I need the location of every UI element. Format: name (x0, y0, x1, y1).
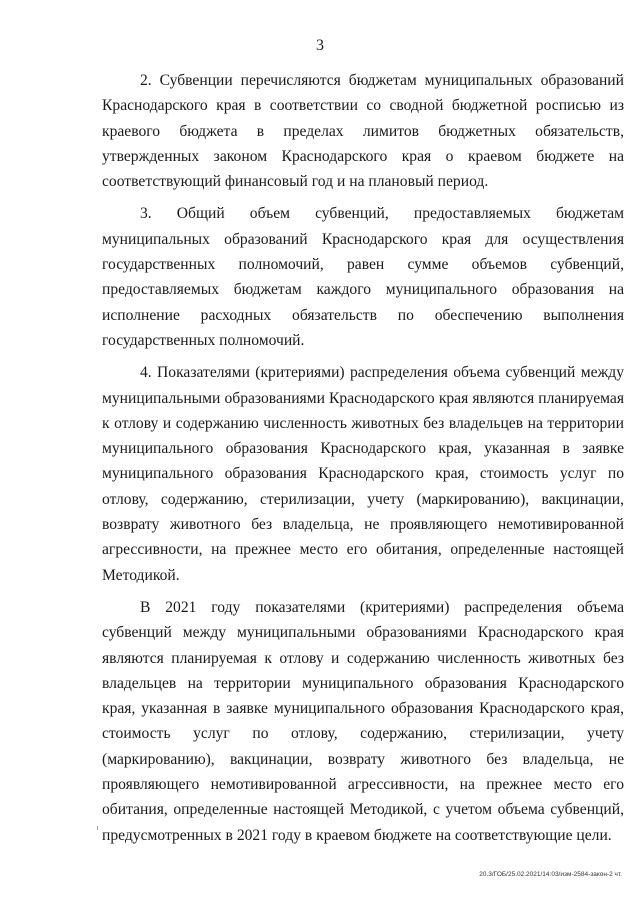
footer-document-code: 20.3/ГОБ/25.02.2021/14:03/изм-2584-закон-2 чт. (479, 871, 622, 878)
paragraph-2021-distribution-criteria: В 2021 году показателями (критериями) распределения объема субвенций между муниципальными образованиями Краснодарского края являются планируемая к отлову и содержанию численность животных без владельцев на территории муниципального образования Краснодарского края, указанная в заявке муниципального образования Краснодарского края, стоимость услуг по отлову, содержанию, стерилизации, учету (маркированию), вакцинации, возврату животного без владельца, не проявляющего немотивированной агрессивности, на прежнее место его обитания, определенные настоящей Методикой, с учетом объема субвенций, предусмотренных в 2021 году в краевом бюджете на соответствующие цели. (102, 598, 624, 844)
page-number: 3 (316, 37, 324, 54)
document-body (102, 68, 624, 848)
margin-mark (97, 826, 98, 830)
paragraph-3-total-subvention-volume: 3. Общий объем субвенций, предоставляемых бюджетам муниципальных образований Краснодарского края для осуществления государственных полномочий, равен сумме объемов субвенций, предоставляемых бюджетам каждого муниципального образования на исполнение расходных обязательств по обеспечению выполнения государственных полномочий. (102, 205, 624, 349)
paragraph-2-subventions-transfer: 2. Субвенции перечисляются бюджетам муниципальных образований Краснодарского края в соответствии со сводной бюджетной росписью из краевого бюджета в пределах лимитов бюджетных обязательств, утвержденных законом Краснодарского края о краевом бюджете на соответствующий финансовый год и на плановый период. (102, 72, 624, 191)
paragraph-4-distribution-criteria: 4. Показателями (критериями) распределения объема субвенций между муниципальными образованиями Краснодарского края являются планируемая к отлову и содержанию численность животных без владельцев на территории муниципального образования Краснодарского края, указанная в заявке муниципального образования Краснодарского края, стоимость услуг по отлову, содержанию, стерилизации, учету (маркированию), вакцинации, возврату животного без владельца, не проявляющего немотивированной агрессивности, на прежнее место его обитания, определенные настоящей Методикой. (102, 364, 624, 584)
